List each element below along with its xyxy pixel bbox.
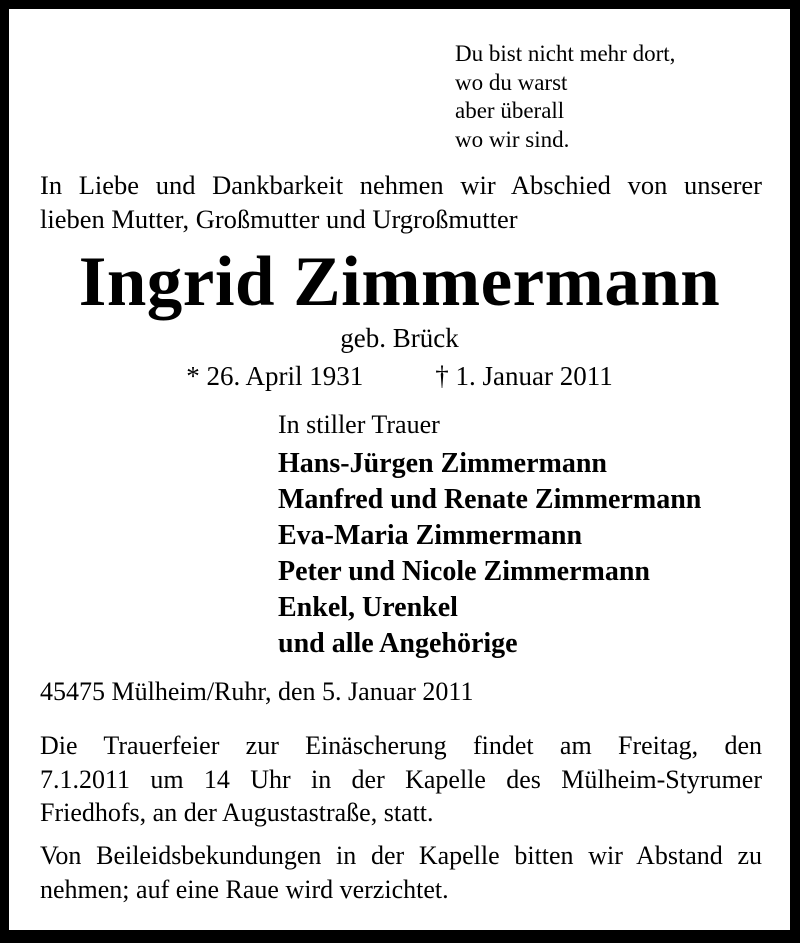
mourner-name: und alle Angehörige bbox=[278, 628, 518, 659]
service-info-line: Friedhofs, an der Augustastraße, statt. bbox=[40, 798, 434, 827]
condolence-line: Von Beileidsbekundungen in der Kapelle bitten wir Abstand zu bbox=[40, 841, 762, 870]
epigraph-line: wo wir sind. bbox=[455, 126, 570, 152]
epigraph-line: wo du warst bbox=[455, 69, 568, 95]
birth-date: * 26. April 1931 bbox=[186, 361, 364, 391]
mourner-name: Peter und Nicole Zimmermann bbox=[278, 556, 650, 587]
place-date-line: 45475 Mülheim/Ruhr, den 5. Januar 2011 bbox=[40, 677, 474, 706]
death-date: † 1. Januar 2011 bbox=[435, 361, 613, 391]
mourner-name: Eva-Maria Zimmermann bbox=[278, 520, 583, 551]
maiden-name: geb. Brück bbox=[340, 323, 459, 353]
mourner-name: Hans-Jürgen Zimmermann bbox=[278, 448, 607, 479]
mourners-list bbox=[278, 446, 701, 662]
service-info-line: Die Trauerfeier zur Einäscherung findet am Freitag, den bbox=[40, 731, 762, 760]
intro-line: In Liebe und Dankbarkeit nehmen wir Abschied von unserer bbox=[40, 170, 762, 200]
mourning-intro: In stiller Trauer bbox=[278, 410, 440, 439]
service-info-line: 7.1.2011 um 14 Uhr in der Kapelle des Mülheim-Styrumer bbox=[40, 764, 762, 794]
epigraph-line: aber überall bbox=[455, 98, 565, 123]
death-notice bbox=[9, 9, 790, 930]
condolence-note bbox=[40, 839, 762, 906]
mourner-name: Manfred und Renate Zimmermann bbox=[278, 484, 702, 515]
deceased-name: Ingrid Zimmermann bbox=[78, 243, 721, 321]
intro-line: lieben Mutter, Großmutter und Urgroßmutter bbox=[40, 204, 518, 234]
epigraph bbox=[455, 40, 675, 154]
service-info bbox=[40, 729, 762, 830]
life-dates bbox=[9, 361, 790, 392]
condolence-line: nehmen; auf eine Raue wird verzichtet. bbox=[40, 874, 449, 904]
mourner-name: Enkel, Urenkel bbox=[278, 592, 458, 623]
epigraph-line: Du bist nicht mehr dort, bbox=[455, 41, 676, 66]
intro-text bbox=[40, 168, 762, 236]
